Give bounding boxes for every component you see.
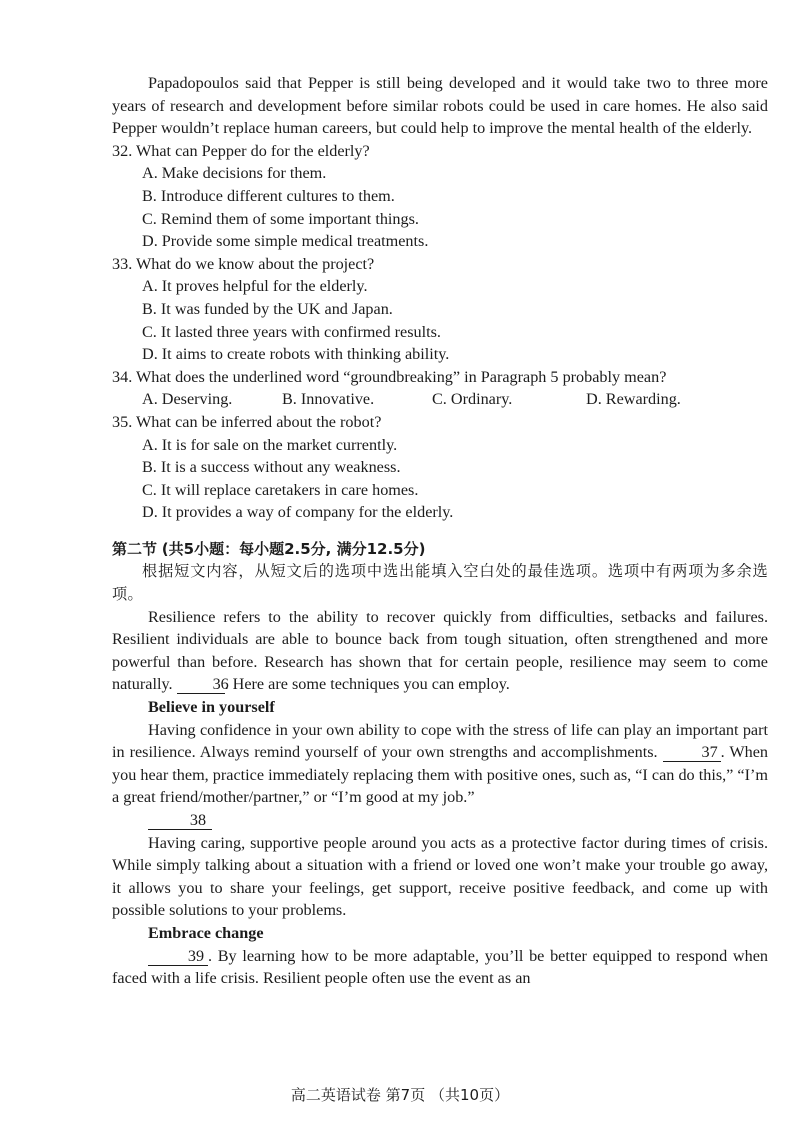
option-c: C. It will replace caretakers in care homes. bbox=[142, 480, 419, 499]
paragraph-text: Resilience refers to the ability to recover quickly from difficulties, setbacks and failures. Resilient individuals are able to bounce back from tough situation, often strengthened and more powerful than before. Research has shown that for certain people, resilience may seem to come naturally. bbox=[112, 607, 768, 694]
passage-paragraph-2 bbox=[112, 719, 768, 809]
section-title: 第二节 bbox=[112, 539, 158, 558]
option-c: C. Remind them of some important things. bbox=[142, 209, 419, 228]
question-text: 34. What does the underlined word “groundbreaking” in Paragraph 5 probably mean? bbox=[112, 367, 667, 386]
option-b: B. Introduce different cultures to them. bbox=[142, 186, 395, 205]
question-34 bbox=[112, 366, 768, 411]
option-d: D. It aims to create robots with thinking ability. bbox=[142, 345, 450, 364]
passage-paragraph-1 bbox=[112, 606, 768, 696]
subheading-believe: Believe in yourself bbox=[148, 698, 275, 717]
paragraph-text: . When you hear them, practice immediately replacing them with positive ones, such as, “I can do this,” “I’m a great friend/mother/partner,” or “I’m good at my job.” bbox=[112, 743, 768, 807]
section-scoring: (共5小题：每小题2.5分, 满分12.5分) bbox=[161, 539, 426, 558]
question-text: 33. What do we know about the project? bbox=[112, 254, 375, 273]
section-instructions: 根据短文内容，从短文后的选项中选出能填入空白处的最佳选项。选项中有两项为多余选项。 bbox=[112, 562, 768, 604]
blank-38-line bbox=[112, 809, 768, 832]
paragraph-text: . Here are some techniques you can employ. bbox=[224, 675, 510, 694]
option-a: A. It is for sale on the market currently. bbox=[142, 435, 398, 454]
subheading-embrace: Embrace change bbox=[148, 923, 264, 942]
option-b: B. Innovative. bbox=[282, 390, 375, 409]
page-footer: 高二英语试卷 第7页 （共10页） bbox=[290, 1086, 510, 1104]
option-b: B. It is a success without any weakness. bbox=[142, 458, 401, 477]
question-text: 32. What can Pepper do for the elderly? bbox=[112, 141, 370, 160]
question-32 bbox=[112, 140, 768, 253]
intro-paragraph: Papadopoulos said that Pepper is still being developed and it would take two to three more years of research and development before similar robots could be used in care homes. He also said Pepper wouldn’t replace human careers, but could help to improve the mental health of the elderly. bbox=[112, 74, 768, 138]
option-c: C. It lasted three years with confirmed results. bbox=[142, 322, 441, 341]
option-d: D. It provides a way of company for the elderly. bbox=[142, 503, 454, 522]
option-b: B. It was funded by the UK and Japan. bbox=[142, 299, 393, 318]
blank-36: 36 bbox=[177, 675, 225, 694]
option-a: A. Deserving. bbox=[142, 390, 233, 409]
option-a: A. Make decisions for them. bbox=[142, 164, 327, 183]
passage-paragraph-3: Having caring, supportive people around you acts as a protective factor during times of crisis. While simply talking about a situation with a friend or loved one won’t make your trouble go away, it allows you to share your feelings, get support, receive positive feedback, and come up with possible solutions to your problems. bbox=[112, 833, 768, 920]
question-33 bbox=[112, 253, 768, 366]
option-d: D. Provide some simple medical treatments. bbox=[142, 232, 429, 251]
blank-37: 37 bbox=[663, 743, 721, 762]
exam-page bbox=[112, 72, 768, 990]
question-text: 35. What can be inferred about the robot? bbox=[112, 412, 382, 431]
blank-38: 38 bbox=[148, 811, 212, 830]
blank-39: 39 bbox=[148, 947, 208, 966]
paragraph-text: Having confidence in your own ability to cope with the stress of life can play an important part in resilience. Always remind yourself of your own strengths and accomplishments. bbox=[112, 720, 768, 762]
paragraph-text: . By learning how to be more adaptable, you’ll be better equipped to respond when faced with a life crisis. Resilient people often use the event as an bbox=[112, 946, 768, 988]
question-35 bbox=[112, 411, 768, 524]
option-d: D. Rewarding. bbox=[586, 390, 681, 409]
passage-paragraph-4 bbox=[112, 945, 768, 990]
options-row bbox=[142, 388, 768, 411]
option-a: A. It proves helpful for the elderly. bbox=[142, 277, 368, 296]
option-c: C. Ordinary. bbox=[432, 390, 513, 409]
section-heading bbox=[112, 538, 768, 561]
